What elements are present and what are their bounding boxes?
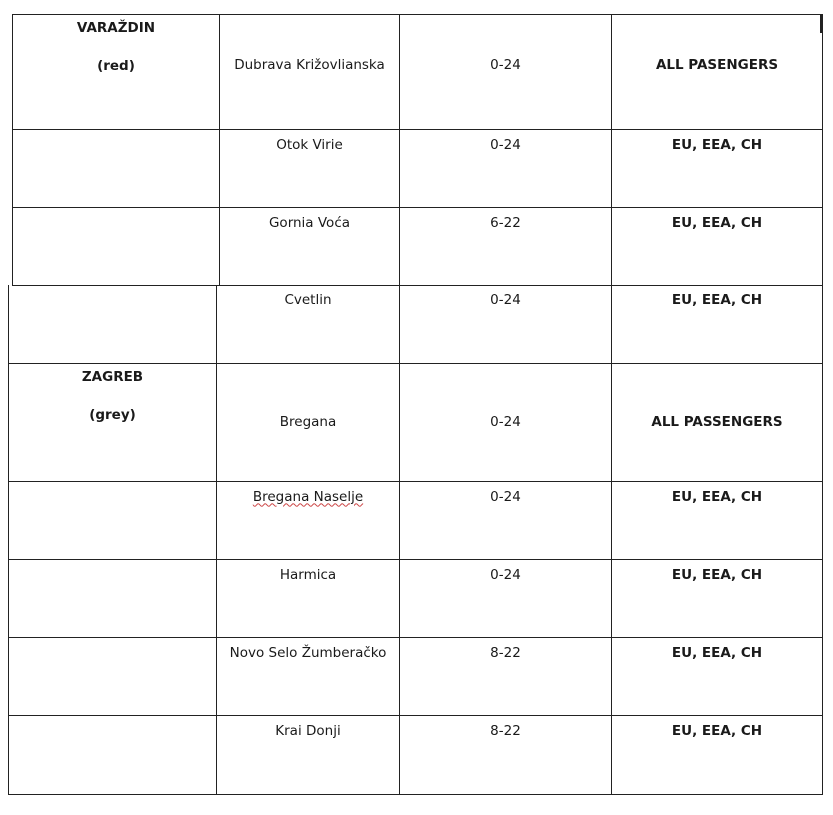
crossing-cell [217,559,400,637]
region-cell [9,637,217,715]
passengers-cell [612,208,823,286]
table-row [9,637,823,715]
border-crossings-table-bottom [8,285,823,795]
opening-hours: 6-22 [490,215,521,231]
opening-hours: 8-22 [490,722,521,739]
passengers-cell [612,15,823,130]
hours-cell [400,285,612,363]
crossing-name: Bregana [279,414,337,430]
hours-cell [400,15,612,130]
opening-hours: 0-24 [490,566,521,583]
region-name: ZAGREB [81,368,144,385]
crossing-cell [217,481,400,559]
passengers-cell [612,559,823,637]
passengers-cell [612,481,823,559]
hours-cell [400,363,612,481]
passengers-cell [612,285,823,363]
crossing-cell [217,637,400,715]
opening-hours: 0-24 [490,57,521,73]
region-cell [13,130,220,208]
table-row [13,130,823,208]
crossing-cell [220,15,400,130]
hours-cell [400,637,612,715]
crossing-name: Gornia Voća [268,215,351,231]
hours-cell [400,130,612,208]
border-crossings-table-top [12,14,823,286]
passengers-cell [612,363,823,481]
opening-hours: 0-24 [490,414,521,430]
region-color: (red) [97,58,135,74]
passengers-cell [612,637,823,715]
passenger-category: EU, EEA, CH [671,215,763,231]
region-cell [13,208,220,286]
crossing-cell [217,363,400,481]
opening-hours: 0-24 [490,488,521,505]
table-row [9,285,823,363]
text-cursor [820,14,822,33]
crossing-name: Novo Selo Žumberačko [229,644,387,661]
crossing-cell [217,285,400,363]
hours-cell [400,559,612,637]
crossing-name: Dubrava Križovlianska [234,57,385,73]
crossing-name: Cvetlin [284,292,332,308]
crossing-cell [220,208,400,286]
hours-cell [400,481,612,559]
crossing-name: Harmica [279,566,337,583]
table-row [13,208,823,286]
passenger-category: EU, EEA, CH [671,488,763,505]
crossing-cell [220,130,400,208]
opening-hours: 8-22 [490,644,521,661]
hours-cell [400,208,612,286]
crossing-name: Krai Donji [275,722,341,739]
table-row [13,15,823,130]
crossing-cell [217,715,400,794]
table-row [9,363,823,481]
opening-hours: 0-24 [490,137,521,153]
passenger-category: EU, EEA, CH [671,644,763,661]
region-cell [9,559,217,637]
table-row [9,715,823,794]
crossing-name: Otok Virie [276,137,343,153]
region-cell [13,15,220,130]
crossing-name: Bregana Naselje [252,488,364,505]
region-cell [9,715,217,794]
region-cell [9,481,217,559]
passenger-category: EU, EEA, CH [671,137,763,153]
passenger-category: ALL PASENGERS [655,57,779,73]
passenger-category: EU, EEA, CH [671,722,763,739]
passengers-cell [612,130,823,208]
passenger-category: EU, EEA, CH [671,292,763,308]
table-row [9,481,823,559]
region-color: (grey) [89,406,136,423]
passengers-cell [612,715,823,794]
region-cell [9,363,217,481]
table-row [9,559,823,637]
passenger-category: EU, EEA, CH [671,566,763,583]
region-name: VARAŽDIN [76,20,156,36]
opening-hours: 0-24 [490,292,521,308]
hours-cell [400,715,612,794]
passenger-category: ALL PASSENGERS [651,414,783,430]
region-cell [9,285,217,363]
